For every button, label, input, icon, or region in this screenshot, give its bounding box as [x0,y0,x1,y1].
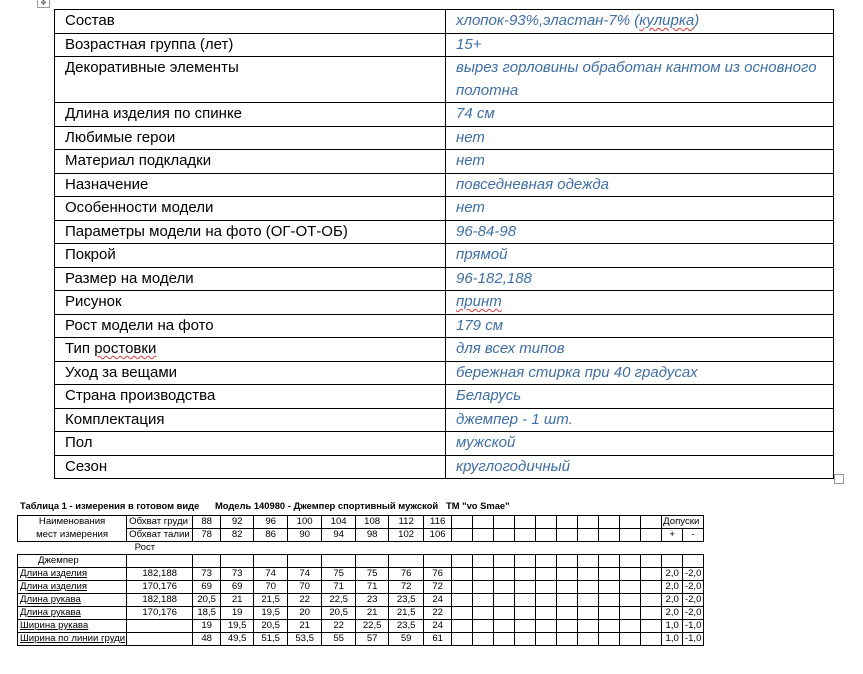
empty-cell [515,529,536,542]
empty-cell [578,620,599,633]
empty-cell [641,581,662,594]
empty-cell [599,568,620,581]
chest-size: 96 [254,516,288,529]
measurement-row [18,620,704,633]
measurements-title: Таблица 1 - измерения в готовом виде Модель 140980 - Джемпер спортивный мужской ТМ "vo Smae" [20,500,510,511]
measurement-height: 182,188 [127,568,193,581]
measurement-value: 22,5 [322,594,356,607]
empty-cell [599,529,620,542]
empty-cell [620,516,641,529]
empty-cell [452,594,473,607]
waist-label: Обхват талии [127,529,193,542]
measurement-height: 170,176 [127,581,193,594]
property-key: Страна производства [55,385,446,409]
empty-cell [599,594,620,607]
measurement-value: 24 [424,594,452,607]
property-value: джемпер - 1 шт. [446,408,834,432]
measurement-value: 22 [322,620,356,633]
empty-cell [536,633,557,646]
empty-cell [389,555,424,568]
measurement-value: 19 [221,607,254,620]
measurement-value: 20,5 [322,607,356,620]
property-value: мужской [446,432,834,456]
waist-size: 102 [389,529,424,542]
measurement-value: 23,5 [389,620,424,633]
empty-cell [494,607,515,620]
empty-cell [578,516,599,529]
empty-cell [515,633,536,646]
measurement-value: 76 [424,568,452,581]
empty-cell [452,568,473,581]
empty-cell [599,633,620,646]
empty-cell [641,633,662,646]
property-key: Длина изделия по спинке [55,103,446,127]
empty-cell [452,516,473,529]
property-key: Материал подкладки [55,150,446,174]
measurement-row [18,633,704,646]
property-row [55,33,834,57]
empty-cell [494,633,515,646]
property-value: нет [446,197,834,221]
empty-cell [599,620,620,633]
property-value: круглогодичный [446,455,834,479]
empty-cell [473,594,494,607]
property-value: повседневная одежда [446,173,834,197]
empty-cell [620,633,641,646]
property-value: вырез горловины обработан кантом из основного полотна [446,57,834,103]
empty-cell [641,607,662,620]
empty-cell [221,555,254,568]
tolerance-label: Допуски [662,516,704,529]
property-row [55,173,834,197]
chest-label: Обхват груди [127,516,193,529]
property-key: Сезон [55,455,446,479]
empty-cell [452,581,473,594]
product-properties-table [54,9,834,479]
empty-cell [515,594,536,607]
empty-cell [473,620,494,633]
property-key: Рисунок [55,291,446,315]
measurement-value: 72 [389,581,424,594]
tolerance-plus-value: 1,0 [662,620,683,633]
chest-size: 88 [193,516,221,529]
section-label: Джемпер [18,555,127,568]
empty-cell [473,516,494,529]
measurement-name: Длина изделия [18,568,127,581]
measurement-value: 59 [389,633,424,646]
property-key: Особенности модели [55,197,446,221]
tolerance-minus-value: -1,0 [683,620,704,633]
property-row [55,432,834,456]
empty-cell [452,620,473,633]
tolerance-plus-value: 2,0 [662,581,683,594]
empty-cell [473,555,494,568]
empty-cell [536,607,557,620]
empty-cell [641,568,662,581]
empty-cell [494,568,515,581]
property-row [55,103,834,127]
empty-cell [494,529,515,542]
property-row [55,150,834,174]
tolerance-minus-value: -2,0 [683,568,704,581]
property-value: нет [446,150,834,174]
measurement-value: 71 [322,581,356,594]
measurement-value: 21 [288,620,322,633]
property-row [55,220,834,244]
empty-cell [452,529,473,542]
property-value: 15+ [446,33,834,57]
measurement-value: 21 [356,607,389,620]
empty-cell [620,594,641,607]
empty-cell [578,581,599,594]
property-row [55,291,834,315]
measurement-value: 72 [424,581,452,594]
measurement-value: 76 [389,568,424,581]
property-key: Размер на модели [55,267,446,291]
property-row [55,10,834,34]
empty-cell [578,529,599,542]
property-key: Любимые герои [55,126,446,150]
measurement-value: 22 [288,594,322,607]
tolerance-minus-value: -1,0 [683,633,704,646]
empty-cell [641,529,662,542]
empty-cell [515,516,536,529]
empty-cell [536,581,557,594]
property-row [55,385,834,409]
measurement-value: 71 [356,581,389,594]
measurement-value: 75 [322,568,356,581]
empty-cell [193,542,704,555]
empty-cell [536,620,557,633]
tolerance-plus: + [662,529,683,542]
property-value: 96-84-98 [446,220,834,244]
empty-cell [536,555,557,568]
measurement-value: 49,5 [221,633,254,646]
empty-cell [599,581,620,594]
property-row [55,197,834,221]
measurement-value: 19,5 [254,607,288,620]
chest-size: 112 [389,516,424,529]
waist-size: 86 [254,529,288,542]
measurement-row [18,594,704,607]
empty-cell [662,555,683,568]
measurement-name: Ширина по линии груди [18,633,127,646]
measurement-value: 21 [221,594,254,607]
waist-size: 94 [322,529,356,542]
chest-size: 108 [356,516,389,529]
measurement-value: 73 [221,568,254,581]
empty-cell [599,516,620,529]
empty-cell [641,555,662,568]
chest-size: 100 [288,516,322,529]
measurement-value: 61 [424,633,452,646]
waist-size: 78 [193,529,221,542]
empty-cell [578,633,599,646]
property-row [55,455,834,479]
empty-cell [536,594,557,607]
empty-cell [641,594,662,607]
chest-size: 116 [424,516,452,529]
measurement-name: Ширина рукава [18,620,127,633]
empty-cell [620,568,641,581]
measurement-value: 18,5 [193,607,221,620]
empty-cell [578,555,599,568]
empty-cell [288,555,322,568]
empty-cell [494,516,515,529]
measurements-table [17,515,704,646]
empty-cell [557,633,578,646]
empty-cell [356,555,389,568]
property-key: Параметры модели на фото (ОГ-ОТ-ОБ) [55,220,446,244]
empty-cell [452,607,473,620]
property-value: хлопок-93%,эластан-7% (кулирка) [446,10,834,34]
empty-cell [620,529,641,542]
property-value: нет [446,126,834,150]
property-key: Декоративные элементы [55,57,446,103]
header-row-waist [18,529,704,542]
empty-cell [536,568,557,581]
measurement-height: 182,188 [127,594,193,607]
property-value: бережная стирка при 40 градусах [446,361,834,385]
empty-cell [557,529,578,542]
empty-cell [578,568,599,581]
empty-cell [494,555,515,568]
empty-cell [557,594,578,607]
empty-cell [494,594,515,607]
measurement-value: 22 [424,607,452,620]
property-value: 96-182,188 [446,267,834,291]
property-value: Беларусь [446,385,834,409]
empty-cell [494,620,515,633]
property-row [55,267,834,291]
measurement-value: 19,5 [221,620,254,633]
property-key: Пол [55,432,446,456]
tolerance-minus-value: -2,0 [683,607,704,620]
empty-cell [424,555,452,568]
chest-size: 104 [322,516,356,529]
property-key: Возрастная группа (лет) [55,33,446,57]
measurement-value: 20,5 [193,594,221,607]
empty-cell [620,620,641,633]
empty-cell [473,633,494,646]
empty-cell [515,607,536,620]
waist-size: 90 [288,529,322,542]
measurement-value: 51,5 [254,633,288,646]
empty-cell [515,555,536,568]
empty-cell [683,555,704,568]
property-row [55,57,834,103]
measurement-value: 57 [356,633,389,646]
property-row [55,126,834,150]
measurement-value: 70 [254,581,288,594]
empty-cell [599,607,620,620]
empty-cell [193,555,221,568]
measurement-height [127,620,193,633]
measurement-row [18,568,704,581]
property-row [55,361,834,385]
measurement-value: 69 [221,581,254,594]
table-resize-handle[interactable] [834,474,844,484]
property-value: прямой [446,244,834,268]
property-key: Комплектация [55,408,446,432]
tolerance-plus-value: 1,0 [662,633,683,646]
empty-cell [578,594,599,607]
empty-cell [620,607,641,620]
property-value [446,291,834,315]
tolerance-minus-value: -2,0 [683,594,704,607]
empty-cell [473,568,494,581]
empty-cell [515,620,536,633]
measurement-value: 20,5 [254,620,288,633]
chest-size: 92 [221,516,254,529]
measurement-name: Длина изделия [18,581,127,594]
empty-cell [515,568,536,581]
measurement-value: 74 [254,568,288,581]
measurement-value: 74 [288,568,322,581]
property-key: Тип ростовки [55,338,446,362]
empty-cell [452,633,473,646]
empty-cell [536,529,557,542]
measurement-value: 75 [356,568,389,581]
measurement-value: 21,5 [389,607,424,620]
empty-cell [536,516,557,529]
property-row [55,244,834,268]
table-move-handle-icon[interactable]: ✥ [37,0,50,8]
measurement-value: 55 [322,633,356,646]
property-row [55,338,834,362]
empty-cell [494,581,515,594]
property-key: Рост модели на фото [55,314,446,338]
empty-cell [557,620,578,633]
property-row [55,408,834,432]
empty-cell [254,555,288,568]
property-value: для всех типов [446,338,834,362]
measurement-value: 70 [288,581,322,594]
spellcheck-mark: принт [456,293,502,310]
measurement-value: 73 [193,568,221,581]
measurement-name: Длина рукава [18,594,127,607]
measurement-value: 23 [356,594,389,607]
measurement-value: 24 [424,620,452,633]
measurement-value: 22,5 [356,620,389,633]
empty-cell [452,555,473,568]
empty-cell [473,607,494,620]
property-value: 179 см [446,314,834,338]
waist-size: 106 [424,529,452,542]
empty-cell [641,620,662,633]
header-name-line1: Наименования [18,516,127,529]
measurement-value: 20 [288,607,322,620]
empty-cell [641,516,662,529]
tolerance-plus-value: 2,0 [662,568,683,581]
property-key: Покрой [55,244,446,268]
header-row-chest [18,516,704,529]
measurement-height [127,633,193,646]
empty-cell [473,529,494,542]
empty-cell [620,581,641,594]
empty-cell [620,555,641,568]
tolerance-minus: - [683,529,704,542]
waist-size: 98 [356,529,389,542]
measurement-value: 69 [193,581,221,594]
measurement-height: 170,176 [127,607,193,620]
empty-cell [127,555,193,568]
measurement-value: 19 [193,620,221,633]
empty-cell [473,581,494,594]
empty-cell [578,607,599,620]
waist-size: 82 [221,529,254,542]
empty-cell [557,568,578,581]
measurement-name: Длина рукава [18,607,127,620]
empty-cell [557,516,578,529]
empty-cell [322,555,356,568]
property-value: 74 см [446,103,834,127]
property-key: Назначение [55,173,446,197]
header-name-line2: мест измерения [18,529,127,542]
measurement-value: 23,5 [389,594,424,607]
spellcheck-mark: кулирка [639,12,695,29]
tolerance-plus-value: 2,0 [662,607,683,620]
height-label: Рост [134,542,156,553]
measurement-row [18,607,704,620]
measurement-value: 48 [193,633,221,646]
tolerance-plus-value: 2,0 [662,594,683,607]
empty-cell [18,542,127,555]
measurement-value: 53,5 [288,633,322,646]
empty-cell [557,607,578,620]
property-key: Состав [55,10,446,34]
measurement-value: 21,5 [254,594,288,607]
height-label-row [18,542,704,555]
property-key: Уход за вещами [55,361,446,385]
empty-cell [599,555,620,568]
empty-cell [557,581,578,594]
tolerance-minus-value: -2,0 [683,581,704,594]
empty-cell [515,581,536,594]
property-row [55,314,834,338]
empty-cell [557,555,578,568]
spellcheck-mark: ростовки [94,340,157,357]
measurement-row [18,581,704,594]
section-row [18,555,704,568]
